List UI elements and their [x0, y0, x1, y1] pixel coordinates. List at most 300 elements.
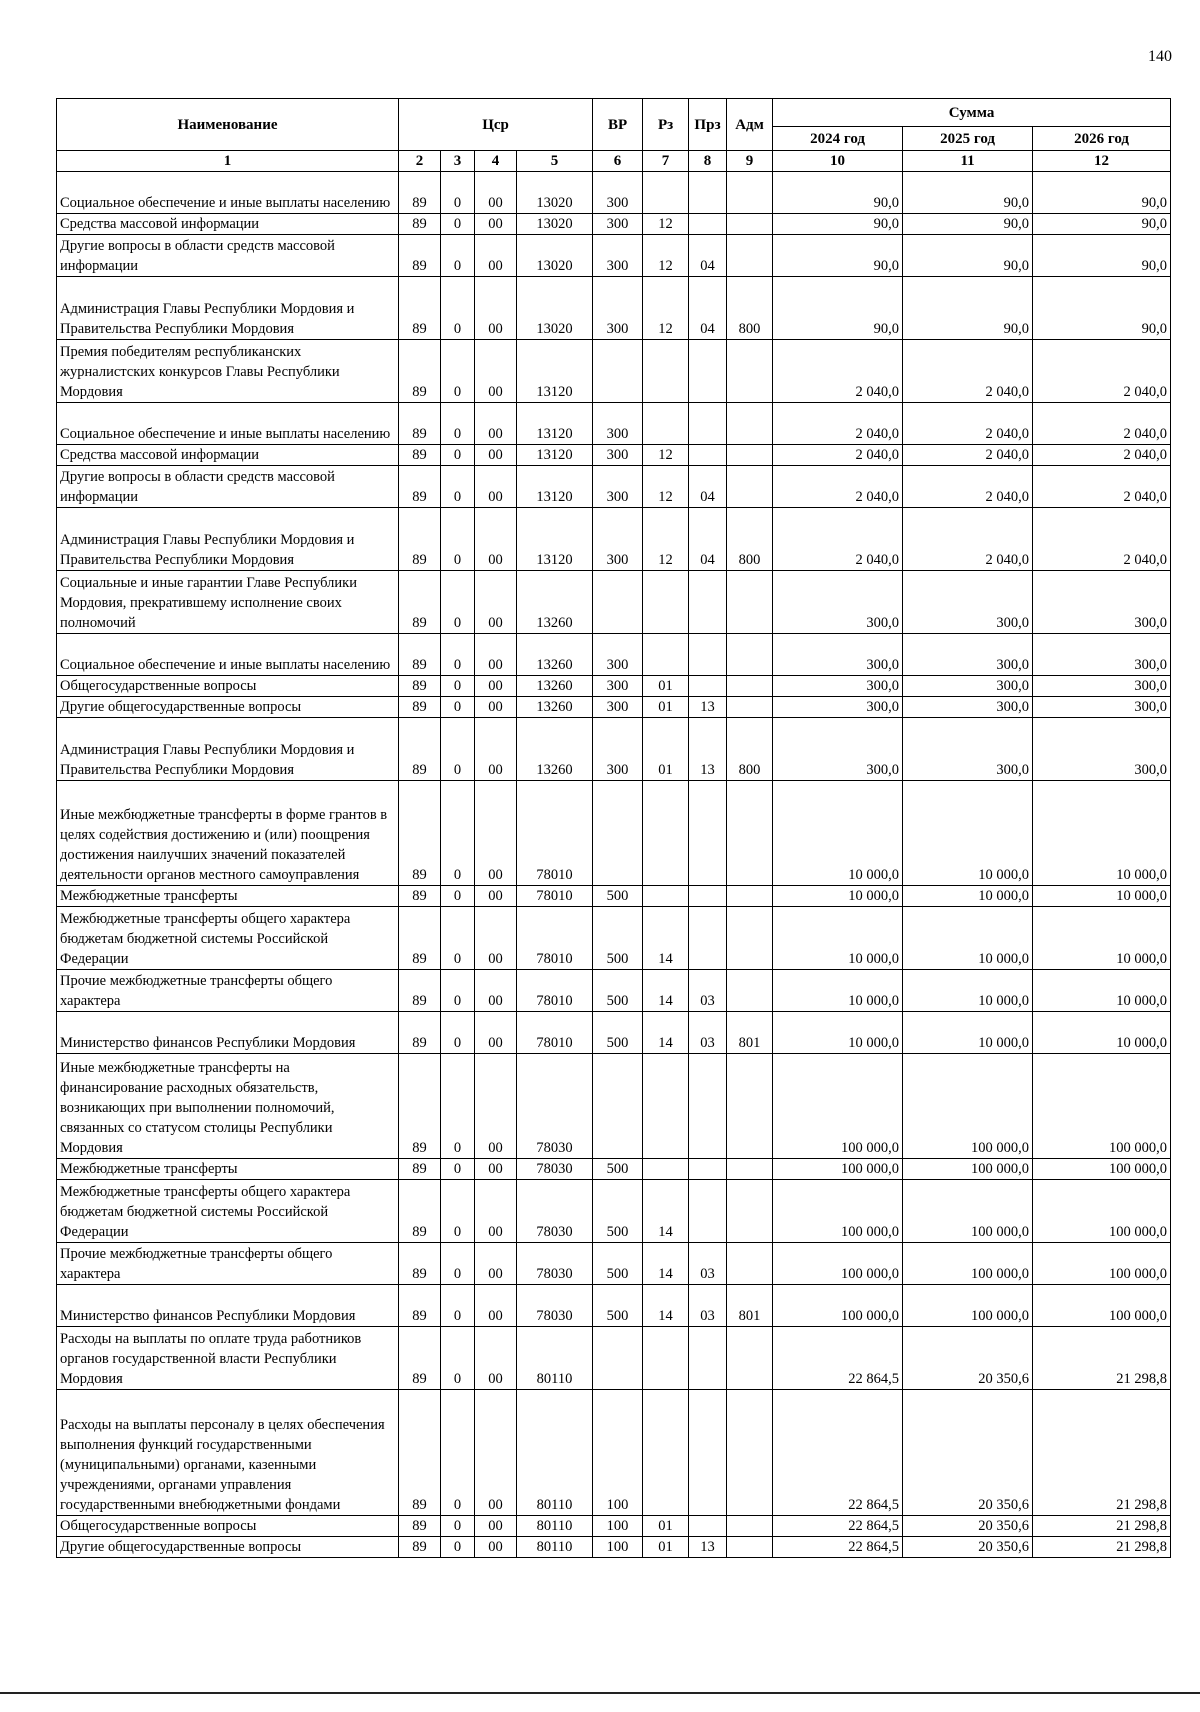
- column-number: 2: [399, 151, 441, 172]
- sum-2025: 300,0: [903, 571, 1033, 634]
- column-number: 12: [1033, 151, 1171, 172]
- table-row: [57, 907, 1171, 970]
- csr-part-4: 80110: [517, 1537, 593, 1558]
- rz-code: 01: [643, 1516, 689, 1537]
- table-row: [57, 403, 1171, 445]
- rz-code: 12: [643, 445, 689, 466]
- table-row: [57, 340, 1171, 403]
- table-body: [57, 172, 1171, 1558]
- vr-code: 300: [593, 676, 643, 697]
- rz-code: [643, 1327, 689, 1390]
- csr-part-2: 0: [441, 1516, 475, 1537]
- csr-part-1: 89: [399, 466, 441, 508]
- row-name: Социальное обеспечение и иные выплаты населению: [57, 172, 399, 214]
- header-prz: Прз: [689, 99, 727, 151]
- prz-code: [689, 172, 727, 214]
- header-csr: Цср: [399, 99, 593, 151]
- csr-part-1: 89: [399, 571, 441, 634]
- csr-part-1: 89: [399, 1390, 441, 1516]
- csr-part-1: 89: [399, 697, 441, 718]
- csr-part-2: 0: [441, 214, 475, 235]
- sum-2025: 100 000,0: [903, 1243, 1033, 1285]
- sum-2024: 300,0: [773, 676, 903, 697]
- csr-part-4: 78010: [517, 970, 593, 1012]
- prz-code: [689, 214, 727, 235]
- csr-part-2: 0: [441, 1012, 475, 1054]
- rz-code: [643, 886, 689, 907]
- sum-2025: 2 040,0: [903, 445, 1033, 466]
- adm-code: [727, 676, 773, 697]
- sum-2025: 20 350,6: [903, 1516, 1033, 1537]
- csr-part-2: 0: [441, 1180, 475, 1243]
- table-row: [57, 277, 1171, 340]
- row-name: Другие общегосударственные вопросы: [57, 1537, 399, 1558]
- prz-code: [689, 1516, 727, 1537]
- rz-code: 12: [643, 277, 689, 340]
- header-year-2024: 2024 год: [773, 127, 903, 151]
- prz-code: 03: [689, 970, 727, 1012]
- csr-part-3: 00: [475, 214, 517, 235]
- sum-2025: 90,0: [903, 214, 1033, 235]
- csr-part-3: 00: [475, 1537, 517, 1558]
- sum-2024: 2 040,0: [773, 508, 903, 571]
- csr-part-4: 13020: [517, 214, 593, 235]
- csr-part-1: 89: [399, 907, 441, 970]
- prz-code: [689, 1180, 727, 1243]
- csr-part-3: 00: [475, 697, 517, 718]
- table-row: [57, 886, 1171, 907]
- table-row: [57, 1012, 1171, 1054]
- csr-part-3: 00: [475, 907, 517, 970]
- vr-code: 500: [593, 907, 643, 970]
- vr-code: 300: [593, 466, 643, 508]
- vr-code: 500: [593, 1285, 643, 1327]
- adm-code: [727, 445, 773, 466]
- sum-2026: 300,0: [1033, 676, 1171, 697]
- csr-part-4: 78030: [517, 1243, 593, 1285]
- csr-part-1: 89: [399, 1516, 441, 1537]
- csr-part-4: 13020: [517, 277, 593, 340]
- table-row: [57, 466, 1171, 508]
- rz-code: [643, 1159, 689, 1180]
- prz-code: 04: [689, 466, 727, 508]
- vr-code: 500: [593, 1243, 643, 1285]
- csr-part-1: 89: [399, 676, 441, 697]
- column-number: 9: [727, 151, 773, 172]
- row-name: Межбюджетные трансферты: [57, 886, 399, 907]
- vr-code: 500: [593, 1180, 643, 1243]
- csr-part-2: 0: [441, 676, 475, 697]
- sum-2025: 2 040,0: [903, 466, 1033, 508]
- header-year-2026: 2026 год: [1033, 127, 1171, 151]
- sum-2026: 21 298,8: [1033, 1327, 1171, 1390]
- adm-code: 801: [727, 1285, 773, 1327]
- header-sum: Сумма: [773, 99, 1171, 127]
- column-number: 10: [773, 151, 903, 172]
- prz-code: [689, 676, 727, 697]
- csr-part-1: 89: [399, 1054, 441, 1159]
- adm-code: [727, 1516, 773, 1537]
- prz-code: [689, 1390, 727, 1516]
- adm-code: [727, 235, 773, 277]
- sum-2025: 90,0: [903, 235, 1033, 277]
- vr-code: 300: [593, 277, 643, 340]
- sum-2026: 300,0: [1033, 718, 1171, 781]
- vr-code: 300: [593, 445, 643, 466]
- table-row: [57, 1516, 1171, 1537]
- sum-2024: 22 864,5: [773, 1537, 903, 1558]
- rz-code: 14: [643, 1012, 689, 1054]
- row-name: Министерство финансов Республики Мордовия: [57, 1285, 399, 1327]
- csr-part-3: 00: [475, 1012, 517, 1054]
- sum-2026: 2 040,0: [1033, 466, 1171, 508]
- csr-part-3: 00: [475, 340, 517, 403]
- page-number: 140: [1148, 48, 1172, 65]
- csr-part-4: 80110: [517, 1516, 593, 1537]
- csr-part-4: 78010: [517, 1012, 593, 1054]
- csr-part-4: 78010: [517, 886, 593, 907]
- sum-2025: 20 350,6: [903, 1537, 1033, 1558]
- table-row: [57, 1180, 1171, 1243]
- adm-code: [727, 1159, 773, 1180]
- sum-2024: 10 000,0: [773, 907, 903, 970]
- header-year-2025: 2025 год: [903, 127, 1033, 151]
- csr-part-4: 13120: [517, 445, 593, 466]
- sum-2024: 100 000,0: [773, 1285, 903, 1327]
- table-row: [57, 1243, 1171, 1285]
- sum-2024: 22 864,5: [773, 1390, 903, 1516]
- sum-2026: 10 000,0: [1033, 907, 1171, 970]
- csr-part-1: 89: [399, 1285, 441, 1327]
- sum-2026: 2 040,0: [1033, 403, 1171, 445]
- budget-table: [56, 98, 1171, 1558]
- csr-part-2: 0: [441, 886, 475, 907]
- sum-2025: 2 040,0: [903, 403, 1033, 445]
- sum-2024: 100 000,0: [773, 1054, 903, 1159]
- sum-2025: 10 000,0: [903, 1012, 1033, 1054]
- vr-code: 500: [593, 1159, 643, 1180]
- csr-part-2: 0: [441, 1285, 475, 1327]
- csr-part-2: 0: [441, 445, 475, 466]
- row-name: Социальное обеспечение и иные выплаты населению: [57, 634, 399, 676]
- sum-2026: 100 000,0: [1033, 1054, 1171, 1159]
- row-name: Другие вопросы в области средств массовой информации: [57, 235, 399, 277]
- vr-code: [593, 1054, 643, 1159]
- vr-code: [593, 781, 643, 886]
- csr-part-4: 80110: [517, 1327, 593, 1390]
- sum-2024: 10 000,0: [773, 886, 903, 907]
- rz-code: 01: [643, 676, 689, 697]
- prz-code: 04: [689, 277, 727, 340]
- adm-code: [727, 1243, 773, 1285]
- column-number: 7: [643, 151, 689, 172]
- vr-code: 100: [593, 1516, 643, 1537]
- csr-part-4: 78010: [517, 781, 593, 886]
- sum-2025: 10 000,0: [903, 886, 1033, 907]
- rz-code: [643, 403, 689, 445]
- sum-2025: 300,0: [903, 676, 1033, 697]
- prz-code: 13: [689, 718, 727, 781]
- rz-code: 14: [643, 1180, 689, 1243]
- table-row: [57, 1537, 1171, 1558]
- vr-code: 300: [593, 508, 643, 571]
- csr-part-1: 89: [399, 634, 441, 676]
- csr-part-2: 0: [441, 781, 475, 886]
- csr-part-3: 00: [475, 571, 517, 634]
- prz-code: [689, 634, 727, 676]
- row-name: Общегосударственные вопросы: [57, 676, 399, 697]
- csr-part-3: 00: [475, 403, 517, 445]
- rz-code: 14: [643, 1285, 689, 1327]
- csr-part-2: 0: [441, 697, 475, 718]
- csr-part-1: 89: [399, 781, 441, 886]
- sum-2024: 2 040,0: [773, 403, 903, 445]
- vr-code: 100: [593, 1537, 643, 1558]
- sum-2025: 20 350,6: [903, 1390, 1033, 1516]
- csr-part-3: 00: [475, 781, 517, 886]
- sum-2024: 300,0: [773, 697, 903, 718]
- sum-2024: 300,0: [773, 571, 903, 634]
- csr-part-2: 0: [441, 1243, 475, 1285]
- sum-2025: 100 000,0: [903, 1285, 1033, 1327]
- sum-2026: 100 000,0: [1033, 1159, 1171, 1180]
- rz-code: 12: [643, 235, 689, 277]
- header-name: Наименование: [57, 99, 399, 151]
- sum-2025: 90,0: [903, 277, 1033, 340]
- csr-part-1: 89: [399, 1327, 441, 1390]
- prz-code: [689, 781, 727, 886]
- adm-code: [727, 907, 773, 970]
- csr-part-3: 00: [475, 1327, 517, 1390]
- sum-2026: 10 000,0: [1033, 1012, 1171, 1054]
- prz-code: [689, 1054, 727, 1159]
- sum-2025: 2 040,0: [903, 508, 1033, 571]
- table-row: [57, 445, 1171, 466]
- sum-2024: 90,0: [773, 277, 903, 340]
- csr-part-2: 0: [441, 571, 475, 634]
- csr-part-1: 89: [399, 214, 441, 235]
- csr-part-4: 13120: [517, 508, 593, 571]
- sum-2024: 10 000,0: [773, 781, 903, 886]
- csr-part-3: 00: [475, 445, 517, 466]
- csr-part-1: 89: [399, 970, 441, 1012]
- sum-2026: 10 000,0: [1033, 886, 1171, 907]
- adm-code: [727, 1327, 773, 1390]
- adm-code: [727, 970, 773, 1012]
- csr-part-2: 0: [441, 277, 475, 340]
- prz-code: 13: [689, 1537, 727, 1558]
- sum-2024: 300,0: [773, 634, 903, 676]
- row-name: Другие общегосударственные вопросы: [57, 697, 399, 718]
- csr-part-4: 78030: [517, 1180, 593, 1243]
- rz-code: 12: [643, 508, 689, 571]
- csr-part-2: 0: [441, 907, 475, 970]
- row-name: Расходы на выплаты по оплате труда работников органов государственной власти Республики Мордовия: [57, 1327, 399, 1390]
- row-name: Министерство финансов Республики Мордовия: [57, 1012, 399, 1054]
- rz-code: 14: [643, 1243, 689, 1285]
- sum-2026: 300,0: [1033, 634, 1171, 676]
- sum-2026: 2 040,0: [1033, 340, 1171, 403]
- sum-2025: 90,0: [903, 172, 1033, 214]
- csr-part-4: 78030: [517, 1054, 593, 1159]
- prz-code: 03: [689, 1012, 727, 1054]
- csr-part-2: 0: [441, 340, 475, 403]
- table-row: [57, 1054, 1171, 1159]
- prz-code: 04: [689, 235, 727, 277]
- csr-part-1: 89: [399, 403, 441, 445]
- csr-part-3: 00: [475, 1054, 517, 1159]
- sum-2024: 10 000,0: [773, 970, 903, 1012]
- adm-code: [727, 466, 773, 508]
- rz-code: 01: [643, 1537, 689, 1558]
- csr-part-3: 00: [475, 466, 517, 508]
- table-row: [57, 1390, 1171, 1516]
- vr-code: 100: [593, 1390, 643, 1516]
- sum-2026: 10 000,0: [1033, 970, 1171, 1012]
- sum-2025: 300,0: [903, 718, 1033, 781]
- sum-2026: 300,0: [1033, 697, 1171, 718]
- sum-2024: 22 864,5: [773, 1516, 903, 1537]
- sum-2026: 90,0: [1033, 172, 1171, 214]
- csr-part-1: 89: [399, 445, 441, 466]
- row-name: Администрация Главы Республики Мордовия и Правительства Республики Мордовия: [57, 508, 399, 571]
- csr-part-1: 89: [399, 1180, 441, 1243]
- csr-part-3: 00: [475, 277, 517, 340]
- rz-code: [643, 340, 689, 403]
- vr-code: 300: [593, 634, 643, 676]
- csr-part-3: 00: [475, 508, 517, 571]
- row-name: Средства массовой информации: [57, 445, 399, 466]
- csr-part-2: 0: [441, 1327, 475, 1390]
- sum-2024: 100 000,0: [773, 1180, 903, 1243]
- rz-code: [643, 172, 689, 214]
- csr-part-1: 89: [399, 508, 441, 571]
- rz-code: [643, 634, 689, 676]
- row-name: Другие вопросы в области средств массовой информации: [57, 466, 399, 508]
- row-name: Администрация Главы Республики Мордовия и Правительства Республики Мордовия: [57, 277, 399, 340]
- csr-part-2: 0: [441, 718, 475, 781]
- table-row: [57, 1327, 1171, 1390]
- row-name: Прочие межбюджетные трансферты общего характера: [57, 1243, 399, 1285]
- sum-2025: 10 000,0: [903, 907, 1033, 970]
- csr-part-4: 13260: [517, 634, 593, 676]
- sum-2025: 300,0: [903, 697, 1033, 718]
- column-number: 6: [593, 151, 643, 172]
- table-row: [57, 571, 1171, 634]
- csr-part-3: 00: [475, 235, 517, 277]
- csr-part-4: 78010: [517, 907, 593, 970]
- vr-code: 300: [593, 718, 643, 781]
- adm-code: [727, 571, 773, 634]
- prz-code: [689, 1327, 727, 1390]
- csr-part-2: 0: [441, 466, 475, 508]
- rz-code: 14: [643, 970, 689, 1012]
- csr-part-2: 0: [441, 1537, 475, 1558]
- row-name: Социальное обеспечение и иные выплаты населению: [57, 403, 399, 445]
- csr-part-3: 00: [475, 1390, 517, 1516]
- vr-code: 500: [593, 970, 643, 1012]
- csr-part-3: 00: [475, 1516, 517, 1537]
- column-number: 8: [689, 151, 727, 172]
- csr-part-3: 00: [475, 1243, 517, 1285]
- bottom-edge-line: [0, 1692, 1200, 1694]
- sum-2024: 100 000,0: [773, 1243, 903, 1285]
- csr-part-1: 89: [399, 1012, 441, 1054]
- csr-part-4: 13120: [517, 340, 593, 403]
- row-name: Социальные и иные гарантии Главе Республики Мордовия, прекратившему исполнение своих полномочий: [57, 571, 399, 634]
- csr-part-1: 89: [399, 235, 441, 277]
- column-number: 11: [903, 151, 1033, 172]
- adm-code: 800: [727, 508, 773, 571]
- adm-code: [727, 214, 773, 235]
- csr-part-3: 00: [475, 970, 517, 1012]
- column-number: 5: [517, 151, 593, 172]
- vr-code: 300: [593, 172, 643, 214]
- table-row: [57, 172, 1171, 214]
- prz-code: 13: [689, 697, 727, 718]
- row-name: Расходы на выплаты персоналу в целях обеспечения выполнения функций государственными (муниципальными) органами, казенными учреждениями, органами управления государственными внебюджетными фондами: [57, 1390, 399, 1516]
- sum-2025: 100 000,0: [903, 1159, 1033, 1180]
- adm-code: [727, 1390, 773, 1516]
- sum-2026: 2 040,0: [1033, 508, 1171, 571]
- table-row: [57, 235, 1171, 277]
- table-row: [57, 718, 1171, 781]
- csr-part-4: 13260: [517, 571, 593, 634]
- sum-2025: 20 350,6: [903, 1327, 1033, 1390]
- sum-2024: 90,0: [773, 214, 903, 235]
- table-row: [57, 634, 1171, 676]
- table-row: [57, 676, 1171, 697]
- csr-part-1: 89: [399, 172, 441, 214]
- adm-code: [727, 886, 773, 907]
- table-row: [57, 1285, 1171, 1327]
- prz-code: 04: [689, 508, 727, 571]
- rz-code: [643, 571, 689, 634]
- csr-part-4: 13020: [517, 172, 593, 214]
- sum-2026: 100 000,0: [1033, 1243, 1171, 1285]
- sum-2024: 90,0: [773, 172, 903, 214]
- vr-code: 500: [593, 1012, 643, 1054]
- csr-part-3: 00: [475, 172, 517, 214]
- rz-code: 12: [643, 466, 689, 508]
- vr-code: [593, 1327, 643, 1390]
- prz-code: [689, 1159, 727, 1180]
- csr-part-4: 13020: [517, 235, 593, 277]
- adm-code: 800: [727, 277, 773, 340]
- row-name: Администрация Главы Республики Мордовия и Правительства Республики Мордовия: [57, 718, 399, 781]
- prz-code: [689, 445, 727, 466]
- csr-part-2: 0: [441, 634, 475, 676]
- sum-2024: 100 000,0: [773, 1159, 903, 1180]
- sum-2025: 10 000,0: [903, 781, 1033, 886]
- csr-part-2: 0: [441, 172, 475, 214]
- row-name: Межбюджетные трансферты: [57, 1159, 399, 1180]
- table-row: [57, 697, 1171, 718]
- sum-2025: 100 000,0: [903, 1180, 1033, 1243]
- header-vr: ВР: [593, 99, 643, 151]
- vr-code: [593, 340, 643, 403]
- csr-part-1: 89: [399, 277, 441, 340]
- row-name: Иные межбюджетные трансферты на финансирование расходных обязательств, возникающих при выполнении полномочий, связанных со статусом столицы Республики Мордовия: [57, 1054, 399, 1159]
- csr-part-3: 00: [475, 634, 517, 676]
- csr-part-4: 13120: [517, 466, 593, 508]
- sum-2026: 100 000,0: [1033, 1180, 1171, 1243]
- csr-part-4: 80110: [517, 1390, 593, 1516]
- sum-2026: 100 000,0: [1033, 1285, 1171, 1327]
- csr-part-3: 00: [475, 1180, 517, 1243]
- vr-code: 300: [593, 214, 643, 235]
- sum-2026: 21 298,8: [1033, 1390, 1171, 1516]
